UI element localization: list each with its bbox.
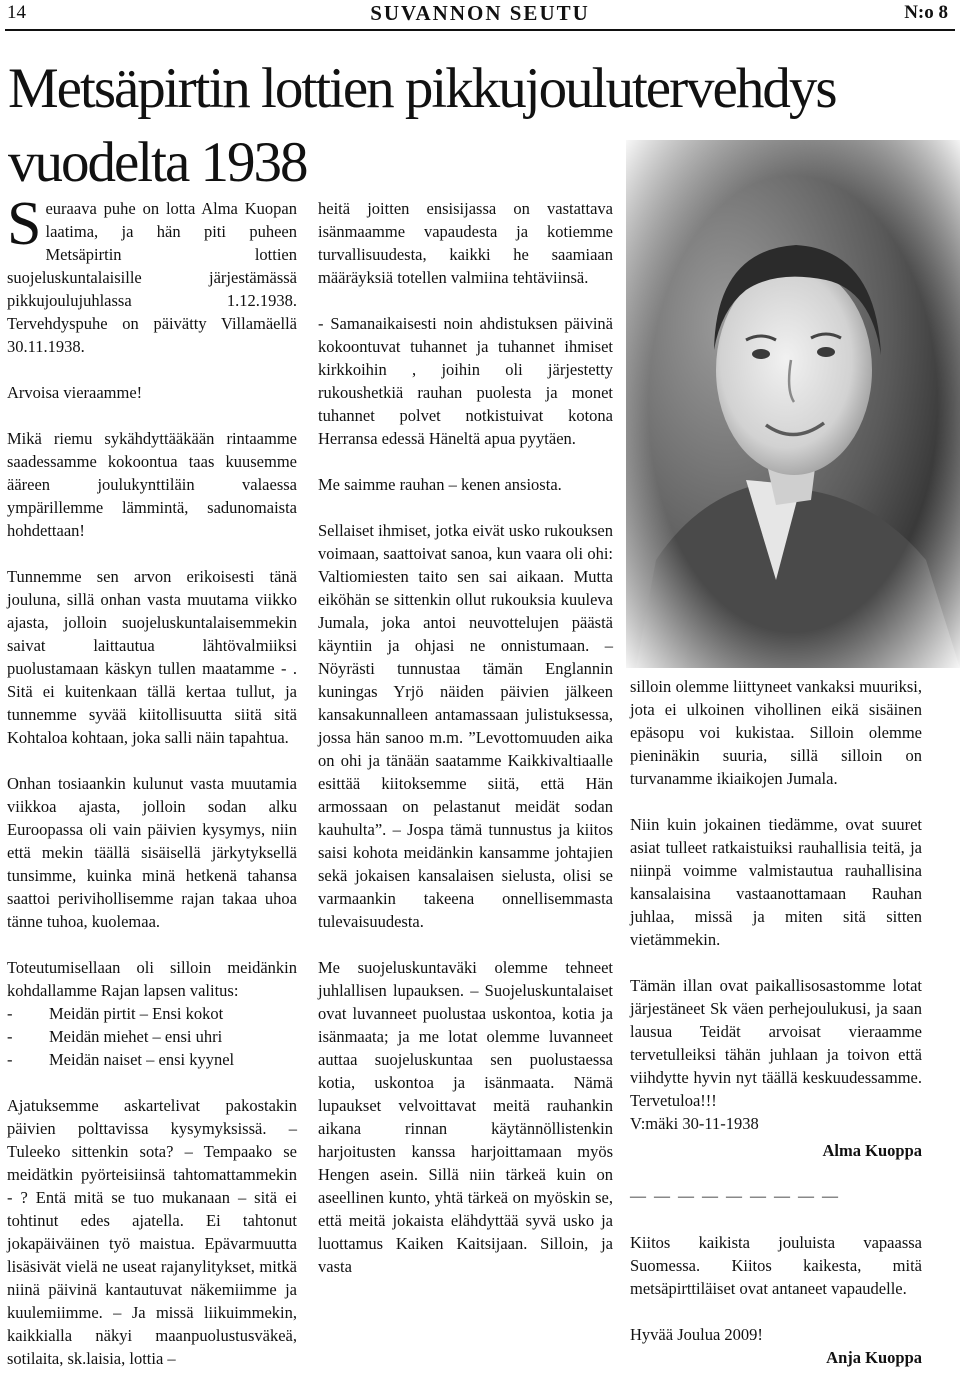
paragraph: Toteutumisellaan oli silloin meidänkin kohdallamme Rajan lapsen valitus: (7, 958, 297, 1000)
paragraph: Me suojeluskuntaväki olemme tehneet juhlallisen lupauksen. – Suojeluskuntalaiset ovat luvanneet puolustaa uskontoa, kotia ja isänmaata; ja me lotat olemme luvanneet auttaa suojeluskuntaa sen puolustaessa kotia, uskontoa ja isänmaata. Nämä lupaukset velvoittavat meitä rauhankin aikana rinnan käytännöllistenkin harjoitusten kanssa harjoittamaan myös Hengen asein. Sillä niin tärkeä kuin on aseellinen kunto, yhtä tärkeä on myöskin se, että meitä jokaista elähdyttää syvä usko ja luottamus Kaiken Kaitsijaan. Silloin, ja vasta (318, 958, 613, 1276)
portrait-photo-of-woman-icon (626, 140, 960, 668)
paragraph: Me saimme rauhan – kenen ansiosta. (318, 475, 562, 494)
greeting: Arvoisa vieraamme! (7, 383, 143, 402)
paragraph: Ajatuksemme askartelivat pakostakin päivien polttavissa kysymyksissä. – Tuleeko sittenkin sota? – Tempaako se meidätkin pyörteisiinsä tahtomattammekin - ? Entä mitä se tuo mukanaan – sitä ei tohtinut edes ajatella. Ei tahtonut jokapäiväinen työ maistua. Epävarmuutta lisäsivät vielä ne useat rajanylitykset, mitkä niinä päivinä kantautuvat näkemiimme ja kuulemiimme. – Ja missä liikuimmekin, kaikkialla näkyi maanpuolustusväkeä, sotilaita, sk.laisia, lottia – (7, 1096, 297, 1368)
greeting-line: Hyvää Joulua 2009! (630, 1325, 763, 1344)
header-rule (5, 29, 955, 31)
page-number: 14 (7, 2, 26, 23)
paragraph: Onhan tosiaankin kulunut vasta muutamia viikkoa ajasta, jolloin sodan alku Euroopassa oli vain päivien kysymys, niin että mekin täällä sisäisellä järkytyksellä tunsimme, kuinka minä hetkenä tahansa saattoi perivihollisemme rajan takaa uhoa tänne tuhoa, kuolemaa. (7, 774, 297, 931)
list-item: - Meidän naiset – ensi kyynel (7, 1050, 235, 1069)
paragraph: Mikä riemu sykähdyttääkään rintaamme saadessamme kokoontua taas kuusemme ääreen joulukynttiläin valaessa ympärillemme lämmintä, sadunomaista hohdettaan! (7, 429, 297, 540)
signature: Anja Kuoppa (826, 1348, 922, 1367)
signature: Alma Kuoppa (822, 1141, 922, 1160)
paragraph: heitä joitten ensisijassa on vastattava isänmaamme vapaudesta ja kotiemme turvallisuudesta, kaikki he saamiaan määräyksiä totellen valmiina tehtäviinsä. (318, 199, 613, 287)
list-item: - Meidän miehet – ensi uhri (7, 1027, 223, 1046)
headline: Metsäpirtin lottien pikkujoulutervehdys vuodelta 1938 (8, 57, 836, 194)
paragraph: Tunnemme sen arvon erikoisesti tänä jouluna, sillä onhan vasta muutama viikko ajasta, jolloin suojeluskuntalaisemmekin saivat laittautua lähtövalmiiksi puolustamaan käskyn tullen maatamme - . Sitä ei kuitenkaan tällä kertaa tullut, ja tunnemme syvää kiitollisuutta siitä sitä Kohtaloa kohtaan, joka salli näin tapahtua. (7, 567, 297, 747)
paragraph: Kiitos kaikista jouluista vapaassa Suomessa. Kiitos kaikesta, mitä metsäpirttiläiset ovat antaneet vapaudelle. (630, 1233, 922, 1298)
paragraph: Sellaiset ihmiset, jotka eivät usko rukouksen voimaan, saattoivat sanoa, kun vaara oli ohi: Valtiomiesten taito sen sai aikaan. Mutta eiköhän se sittenkin ollut rukouksia kuuleva Jumala, joka antoi neuvottelujen päästä käyntiin ja ohjasi ne onnistumaan. – Nöyrästi tunnustaa tämän Englannin kuningas Yrjö näiden päivien jälkeen kansakunnalleen antamassaan julistuksessa, jossa hän sanoo m.m. ”Levottomuuden aika on ohi ja tänään saatamme Kaikkivaltiaalle esittää kiitoksemme siitä, että Hän armossaan on pelastanut meidät sodan kauhulta”. – Jospa tämä tunnustus ja kiitos saisi kohota meidänkin kansamme johtajien sekä jokaisen kansalaisen sielusta, olisi se varmaankin takeena onnellisemmasta tulevaisuudesta. (318, 521, 613, 931)
dateline: V:mäki 30-11-1938 (630, 1114, 759, 1133)
issue-number: N:o 8 (904, 2, 948, 23)
drop-cap: S (7, 190, 42, 258)
column-3 (630, 675, 922, 1392)
paragraph: silloin olemme liittyneet vankaksi muuriksi, jota ei ulkoinen vihollinen eikä sisäinen epäsopu voi kukistaa. Silloin olemme pieninäkin suuria, sillä silloin on turvanamme ikiaikojen Jumala. (630, 677, 922, 788)
paragraph: Tämän illan ovat paikallisosastomme lotat järjestäneet Sk väen perhejoulukusi, ja saan lausua Teidät arvoisat vieraamme tervetulleiksi tähän juhlaan ja toivon että viihdytte hyvin nyt täällä keskuudessamme. Tervetuloa!!! (630, 976, 922, 1110)
intro-paragraph: Seuraava puhe on lotta Alma Kuopan laatima, ja hän piti puheen Metsäpirtin lottien suojeluskuntalaisille järjestämässä pikkujoulujuhlassa 1.12.1938. Tervehdyspuhe on päivätty Villamäellä 30.11.1938. (7, 190, 297, 356)
page-header (0, 0, 960, 30)
list-item: - Meidän pirtit – Ensi kokot (7, 1004, 224, 1023)
paragraph: - Samanaikaisesti noin ahdistuksen päivinä kokoontuvat tuhannet ja tuhannet ihmiset kirkkoihin , joihin oli järjestetty rukoushetkiä rauhan puolesta ja monet tuhannet polvet notkistuivat kotona Herransa edessä Häneltä apua pyytäen. (318, 314, 613, 448)
column-2 (318, 197, 613, 1301)
separator-dashes: — — — — — — — — — (630, 1188, 840, 1205)
newspaper-name: SUVANNON SEUTU (370, 1, 590, 25)
column-1 (7, 190, 297, 1393)
paragraph: Niin kuin jokainen tiedämme, ovat suuret asiat tulleet ratkaistuiksi rauhallisia teitä, ja niinpä voimme valmistautua rauhallisina kansalaisina vastaanottamaan Rauhan juhlaa, missä ja miten sitä sitten vietämmekin. (630, 815, 922, 949)
